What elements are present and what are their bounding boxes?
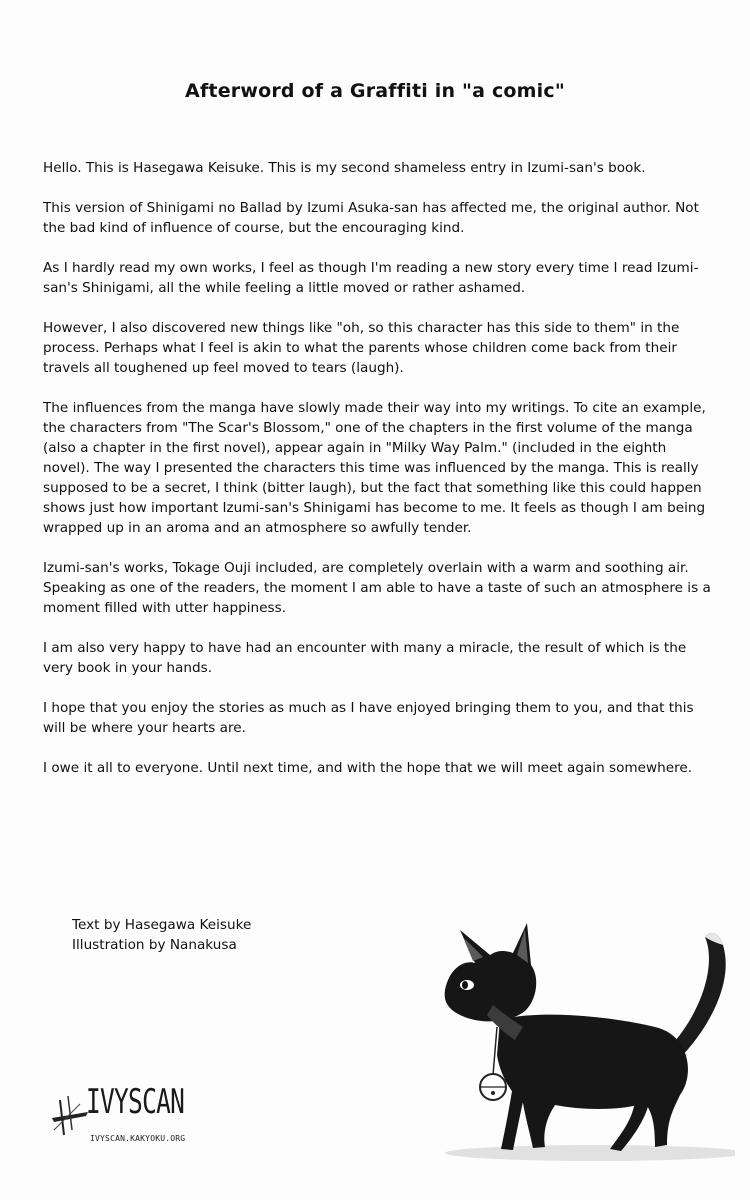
paragraph: I am also very happy to have had an encounter with many a miracle, the result of which is the very book in your hands. [43,640,687,676]
paragraph: However, I also discovered new things like "oh, so this character has this side to them" in the process. Perhaps what I feel is akin to what the parents whose children come back from their travels all toughened up feel moved to tears (laugh). [43,320,680,376]
paragraph: As I hardly read my own works, I feel as though I'm reading a new story every time I read Izumi-san's Shinigami, all the while feeling a little moved or rather ashamed. [43,260,699,296]
afterword-body [43,158,713,798]
paragraph: I hope that you enjoy the stories as much as I have enjoyed bringing them to you, and that this will be where your hearts are. [43,700,694,736]
paragraph: This version of Shinigami no Ballad by Izumi Asuka-san has affected me, the original author. Not the bad kind of influence of course, but the encouraging kind. [43,200,699,236]
watermark-brand: IVYSCAN [86,1082,185,1122]
page-title: Afterword of a Graffiti in "a comic" [185,80,565,102]
paragraph: The influences from the manga have slowly made their way into my writings. To cite an example, the characters from "The Scar's Blossom," one of the chapters in the first volume of the manga (also a chapter in the first novel), appear again in "Milky Way Palm." (included in the eighth novel). The way I presented the characters this time was influenced by the manga. This is really supposed to be a secret, I think (bitter laugh), but the fact that something like this could happen shows just how important Izumi-san's Shinigami has become to me. It feels as though I am being wrapped up in an aroma and an atmosphere so awfully tender. [43,400,706,536]
watermark-url: IVYSCAN.KAKYOKU.ORG [90,1134,186,1143]
text-credit: Text by Hasegawa Keisuke [72,917,252,933]
credits [72,915,251,955]
brush-stroke-icon [50,1090,90,1140]
paragraph: I owe it all to everyone. Until next time, and with the hope that we will meet again somewhere. [43,760,693,776]
paragraph: Hello. This is Hasegawa Keisuke. This is my second shameless entry in Izumi-san's book. [43,160,646,176]
black-cat-illustration-icon [405,915,735,1165]
illustration-credit: Illustration by Nanakusa [72,937,237,953]
paragraph: Izumi-san's works, Tokage Ouji included, are completely overlain with a warm and soothing air. Speaking as one of the readers, the moment I am able to have a taste of such an atmosphere is a moment filled with utter happiness. [43,560,711,616]
ivyscan-watermark [50,1082,210,1162]
